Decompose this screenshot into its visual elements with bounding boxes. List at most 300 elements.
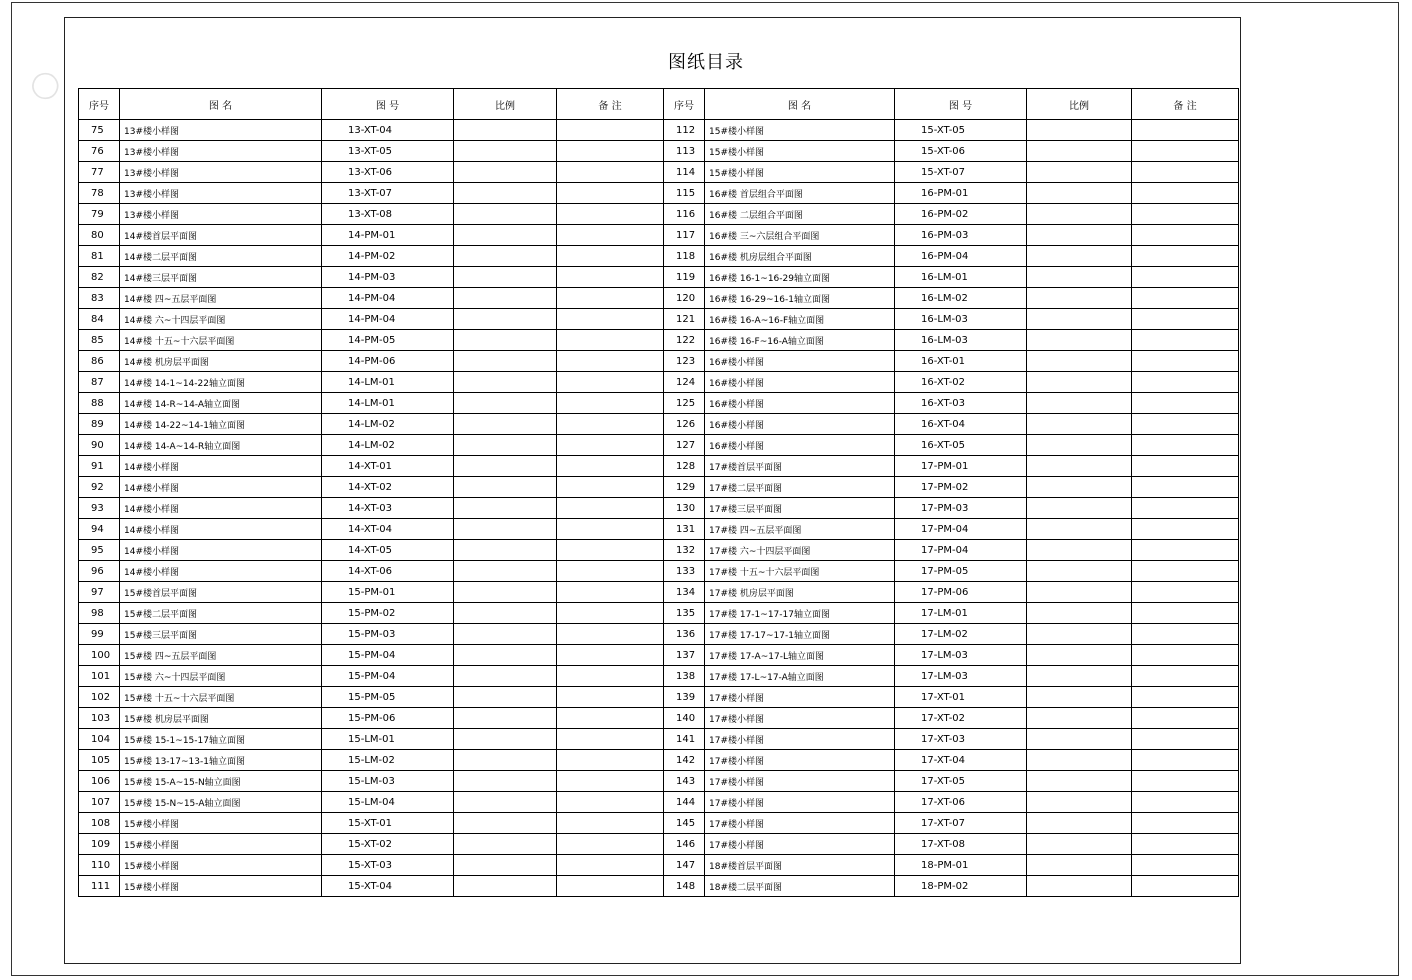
row-drawing-name: 17#楼小样图: [705, 792, 895, 813]
row-seq: 103: [79, 708, 120, 729]
row-note: [1132, 519, 1239, 540]
row-scale: [454, 267, 557, 288]
row-drawing-name: 15#楼三层平面图: [120, 624, 322, 645]
row-note: [1132, 603, 1239, 624]
row-note: [1132, 687, 1239, 708]
row-drawing-name: 15#楼小样图: [705, 162, 895, 183]
row-drawing-name: 15#楼小样图: [120, 855, 322, 876]
header-name: 图 名: [120, 89, 322, 120]
row-scale: [1027, 141, 1132, 162]
row-note: [1132, 162, 1239, 183]
table-row: [79, 603, 1239, 624]
row-note: [1132, 477, 1239, 498]
row-drawing-code: 13-XT-07: [322, 183, 454, 204]
row-scale: [1027, 834, 1132, 855]
row-seq: 86: [79, 351, 120, 372]
row-drawing-name: 13#楼小样图: [120, 141, 322, 162]
row-note: [1132, 309, 1239, 330]
row-drawing-code: 16-LM-02: [895, 288, 1027, 309]
row-scale: [454, 708, 557, 729]
row-drawing-code: 15-PM-03: [322, 624, 454, 645]
row-drawing-name: 14#楼小样图: [120, 519, 322, 540]
row-drawing-name: 17#楼小样图: [705, 750, 895, 771]
row-seq: 131: [664, 519, 705, 540]
table-row: [79, 582, 1239, 603]
table-row: [79, 330, 1239, 351]
row-drawing-name: 17#楼小样图: [705, 708, 895, 729]
table-row: [79, 204, 1239, 225]
row-note: [557, 792, 664, 813]
row-drawing-code: 15-XT-02: [322, 834, 454, 855]
row-seq: 145: [664, 813, 705, 834]
row-drawing-code: 16-XT-01: [895, 351, 1027, 372]
row-drawing-code: 14-PM-04: [322, 309, 454, 330]
row-scale: [454, 582, 557, 603]
row-note: [557, 498, 664, 519]
row-seq: 122: [664, 330, 705, 351]
row-scale: [454, 792, 557, 813]
row-scale: [1027, 876, 1132, 897]
row-drawing-code: 17-LM-01: [895, 603, 1027, 624]
header-note: 备 注: [557, 89, 664, 120]
row-scale: [454, 162, 557, 183]
row-note: [1132, 288, 1239, 309]
row-scale: [1027, 498, 1132, 519]
row-drawing-name: 14#楼首层平面图: [120, 225, 322, 246]
row-seq: 127: [664, 435, 705, 456]
drawing-catalog-table: [78, 88, 1239, 897]
row-seq: 81: [79, 246, 120, 267]
row-note: [1132, 246, 1239, 267]
table-row: [79, 393, 1239, 414]
row-seq: 79: [79, 204, 120, 225]
row-drawing-code: 13-XT-04: [322, 120, 454, 141]
row-seq: 107: [79, 792, 120, 813]
row-scale: [1027, 645, 1132, 666]
row-seq: 137: [664, 645, 705, 666]
row-note: [1132, 876, 1239, 897]
row-drawing-name: 17#楼 机房层平面图: [705, 582, 895, 603]
row-seq: 76: [79, 141, 120, 162]
row-note: [1132, 372, 1239, 393]
row-seq: 134: [664, 582, 705, 603]
row-drawing-code: 18-PM-02: [895, 876, 1027, 897]
row-drawing-name: 17#楼小样图: [705, 687, 895, 708]
row-note: [557, 225, 664, 246]
row-note: [1132, 120, 1239, 141]
row-drawing-name: 14#楼 机房层平面图: [120, 351, 322, 372]
row-note: [1132, 792, 1239, 813]
row-note: [557, 603, 664, 624]
row-drawing-code: 17-LM-03: [895, 645, 1027, 666]
row-drawing-code: 14-LM-02: [322, 414, 454, 435]
row-drawing-name: 14#楼三层平面图: [120, 267, 322, 288]
row-note: [557, 330, 664, 351]
row-note: [1132, 666, 1239, 687]
row-drawing-name: 17#楼 17-1~17-17轴立面图: [705, 603, 895, 624]
row-drawing-name: 14#楼 14-A~14-R轴立面图: [120, 435, 322, 456]
row-note: [1132, 750, 1239, 771]
row-drawing-code: 13-XT-08: [322, 204, 454, 225]
row-seq: 118: [664, 246, 705, 267]
row-scale: [1027, 666, 1132, 687]
table-row: [79, 624, 1239, 645]
row-seq: 135: [664, 603, 705, 624]
table-row: [79, 729, 1239, 750]
row-scale: [1027, 477, 1132, 498]
row-seq: 139: [664, 687, 705, 708]
row-note: [1132, 225, 1239, 246]
row-drawing-code: 16-PM-01: [895, 183, 1027, 204]
row-note: [1132, 351, 1239, 372]
row-drawing-code: 14-XT-06: [322, 561, 454, 582]
row-note: [557, 120, 664, 141]
row-note: [557, 372, 664, 393]
row-drawing-code: 14-PM-05: [322, 330, 454, 351]
row-drawing-code: 18-PM-01: [895, 855, 1027, 876]
row-seq: 88: [79, 393, 120, 414]
row-scale: [1027, 435, 1132, 456]
row-drawing-name: 15#楼二层平面图: [120, 603, 322, 624]
row-drawing-code: 16-XT-05: [895, 435, 1027, 456]
row-drawing-name: 17#楼 17-L~17-A轴立面图: [705, 666, 895, 687]
row-drawing-code: 13-XT-06: [322, 162, 454, 183]
row-drawing-name: 17#楼 四~五层平面图: [705, 519, 895, 540]
row-scale: [454, 183, 557, 204]
row-drawing-code: 15-XT-04: [322, 876, 454, 897]
row-drawing-name: 16#楼小样图: [705, 351, 895, 372]
row-note: [557, 267, 664, 288]
row-seq: 129: [664, 477, 705, 498]
row-drawing-code: 14-PM-01: [322, 225, 454, 246]
row-note: [1132, 561, 1239, 582]
row-note: [557, 183, 664, 204]
row-note: [557, 750, 664, 771]
row-seq: 114: [664, 162, 705, 183]
row-seq: 92: [79, 477, 120, 498]
row-drawing-name: 16#楼小样图: [705, 393, 895, 414]
row-drawing-code: 17-PM-03: [895, 498, 1027, 519]
row-drawing-name: 14#楼 十五~十六层平面图: [120, 330, 322, 351]
row-note: [557, 624, 664, 645]
row-drawing-name: 15#楼 15-N~15-A轴立面图: [120, 792, 322, 813]
row-drawing-code: 17-LM-03: [895, 666, 1027, 687]
row-drawing-code: 14-PM-02: [322, 246, 454, 267]
row-drawing-code: 14-PM-06: [322, 351, 454, 372]
row-drawing-name: 16#楼 16-1~16-29轴立面图: [705, 267, 895, 288]
row-drawing-code: 14-LM-02: [322, 435, 454, 456]
row-drawing-code: 15-PM-04: [322, 645, 454, 666]
row-drawing-name: 18#楼首层平面图: [705, 855, 895, 876]
row-drawing-name: 16#楼 16-29~16-1轴立面图: [705, 288, 895, 309]
row-note: [557, 540, 664, 561]
table-body: [79, 120, 1239, 897]
row-scale: [454, 876, 557, 897]
table-row: [79, 246, 1239, 267]
row-note: [557, 519, 664, 540]
row-drawing-code: 15-PM-04: [322, 666, 454, 687]
row-drawing-code: 17-XT-01: [895, 687, 1027, 708]
row-note: [1132, 267, 1239, 288]
row-seq: 141: [664, 729, 705, 750]
row-drawing-code: 17-PM-06: [895, 582, 1027, 603]
row-drawing-name: 15#楼小样图: [120, 813, 322, 834]
row-seq: 109: [79, 834, 120, 855]
row-scale: [454, 687, 557, 708]
row-drawing-code: 15-LM-01: [322, 729, 454, 750]
row-drawing-code: 15-PM-05: [322, 687, 454, 708]
row-scale: [1027, 582, 1132, 603]
header-scale: 比例: [454, 89, 557, 120]
row-seq: 78: [79, 183, 120, 204]
row-drawing-code: 15-PM-01: [322, 582, 454, 603]
table-row: [79, 666, 1239, 687]
row-drawing-code: 17-XT-05: [895, 771, 1027, 792]
row-scale: [454, 750, 557, 771]
row-seq: 87: [79, 372, 120, 393]
row-drawing-code: 17-XT-03: [895, 729, 1027, 750]
row-seq: 112: [664, 120, 705, 141]
row-note: [557, 729, 664, 750]
row-scale: [1027, 246, 1132, 267]
row-note: [1132, 771, 1239, 792]
row-drawing-name: 15#楼 15-1~15-17轴立面图: [120, 729, 322, 750]
table-row: [79, 456, 1239, 477]
row-drawing-code: 16-LM-01: [895, 267, 1027, 288]
row-seq: 147: [664, 855, 705, 876]
table-row: [79, 708, 1239, 729]
row-scale: [454, 855, 557, 876]
table-row: [79, 561, 1239, 582]
row-scale: [454, 246, 557, 267]
row-scale: [1027, 267, 1132, 288]
row-scale: [1027, 225, 1132, 246]
row-note: [557, 813, 664, 834]
row-drawing-code: 17-PM-04: [895, 540, 1027, 561]
table-row: [79, 498, 1239, 519]
row-drawing-name: 17#楼 17-17~17-1轴立面图: [705, 624, 895, 645]
row-drawing-name: 14#楼小样图: [120, 498, 322, 519]
row-drawing-name: 15#楼小样图: [120, 876, 322, 897]
row-note: [557, 351, 664, 372]
row-drawing-code: 17-LM-02: [895, 624, 1027, 645]
table-row: [79, 351, 1239, 372]
row-drawing-name: 18#楼二层平面图: [705, 876, 895, 897]
table-row: [79, 477, 1239, 498]
row-drawing-code: 17-PM-01: [895, 456, 1027, 477]
table-row: [79, 834, 1239, 855]
row-seq: 142: [664, 750, 705, 771]
row-drawing-code: 15-LM-03: [322, 771, 454, 792]
row-drawing-name: 17#楼 17-A~17-L轴立面图: [705, 645, 895, 666]
table-row: [79, 309, 1239, 330]
header-name: 图 名: [705, 89, 895, 120]
row-seq: 104: [79, 729, 120, 750]
row-drawing-code: 16-XT-03: [895, 393, 1027, 414]
row-seq: 128: [664, 456, 705, 477]
row-drawing-code: 14-LM-01: [322, 372, 454, 393]
row-seq: 96: [79, 561, 120, 582]
row-drawing-name: 16#楼小样图: [705, 435, 895, 456]
row-drawing-name: 16#楼 16-F~16-A轴立面图: [705, 330, 895, 351]
table-row: [79, 855, 1239, 876]
row-seq: 136: [664, 624, 705, 645]
row-scale: [454, 120, 557, 141]
row-seq: 115: [664, 183, 705, 204]
row-seq: 117: [664, 225, 705, 246]
row-note: [1132, 435, 1239, 456]
row-drawing-name: 14#楼 14-1~14-22轴立面图: [120, 372, 322, 393]
row-drawing-name: 14#楼小样图: [120, 477, 322, 498]
row-drawing-code: 17-XT-04: [895, 750, 1027, 771]
row-seq: 111: [79, 876, 120, 897]
row-note: [557, 645, 664, 666]
row-scale: [454, 309, 557, 330]
row-drawing-name: 15#楼 13-17~13-1轴立面图: [120, 750, 322, 771]
row-drawing-name: 17#楼首层平面图: [705, 456, 895, 477]
row-drawing-name: 16#楼小样图: [705, 372, 895, 393]
page-title: 图纸目录: [668, 52, 744, 73]
row-seq: 94: [79, 519, 120, 540]
row-scale: [1027, 792, 1132, 813]
row-note: [557, 393, 664, 414]
row-scale: [454, 435, 557, 456]
row-scale: [454, 456, 557, 477]
row-note: [1132, 204, 1239, 225]
row-seq: 99: [79, 624, 120, 645]
row-drawing-code: 15-XT-05: [895, 120, 1027, 141]
row-drawing-code: 14-PM-03: [322, 267, 454, 288]
table-row: [79, 183, 1239, 204]
row-seq: 113: [664, 141, 705, 162]
row-scale: [454, 141, 557, 162]
row-note: [1132, 141, 1239, 162]
row-scale: [1027, 288, 1132, 309]
row-seq: 89: [79, 414, 120, 435]
row-note: [557, 771, 664, 792]
row-drawing-code: 16-PM-02: [895, 204, 1027, 225]
row-drawing-name: 15#楼首层平面图: [120, 582, 322, 603]
row-note: [557, 162, 664, 183]
row-seq: 91: [79, 456, 120, 477]
row-seq: 75: [79, 120, 120, 141]
row-scale: [454, 603, 557, 624]
row-drawing-code: 16-PM-03: [895, 225, 1027, 246]
table-row: [79, 771, 1239, 792]
row-seq: 120: [664, 288, 705, 309]
row-scale: [1027, 393, 1132, 414]
table-row: [79, 414, 1239, 435]
row-drawing-code: 14-XT-03: [322, 498, 454, 519]
row-scale: [1027, 813, 1132, 834]
row-seq: 84: [79, 309, 120, 330]
row-note: [1132, 813, 1239, 834]
row-note: [1132, 729, 1239, 750]
row-drawing-name: 17#楼二层平面图: [705, 477, 895, 498]
row-seq: 146: [664, 834, 705, 855]
table-row: [79, 645, 1239, 666]
row-note: [1132, 834, 1239, 855]
row-drawing-code: 15-PM-02: [322, 603, 454, 624]
row-drawing-code: 15-PM-06: [322, 708, 454, 729]
row-seq: 82: [79, 267, 120, 288]
row-drawing-name: 15#楼小样图: [120, 834, 322, 855]
row-drawing-name: 14#楼二层平面图: [120, 246, 322, 267]
row-note: [557, 687, 664, 708]
header-code: 图 号: [322, 89, 454, 120]
row-note: [557, 204, 664, 225]
row-note: [1132, 645, 1239, 666]
row-drawing-code: 15-LM-04: [322, 792, 454, 813]
row-scale: [1027, 519, 1132, 540]
row-scale: [454, 519, 557, 540]
row-drawing-name: 15#楼 15-A~15-N轴立面图: [120, 771, 322, 792]
row-scale: [454, 834, 557, 855]
row-drawing-name: 14#楼 六~十四层平面图: [120, 309, 322, 330]
row-seq: 123: [664, 351, 705, 372]
row-drawing-name: 15#楼小样图: [705, 120, 895, 141]
row-drawing-code: 15-LM-02: [322, 750, 454, 771]
row-seq: 102: [79, 687, 120, 708]
row-seq: 116: [664, 204, 705, 225]
row-drawing-name: 14#楼 14-22~14-1轴立面图: [120, 414, 322, 435]
header-scale: 比例: [1027, 89, 1132, 120]
row-seq: 85: [79, 330, 120, 351]
row-scale: [1027, 729, 1132, 750]
row-drawing-code: 15-XT-01: [322, 813, 454, 834]
row-drawing-code: 14-LM-01: [322, 393, 454, 414]
row-seq: 140: [664, 708, 705, 729]
row-scale: [1027, 540, 1132, 561]
row-scale: [1027, 162, 1132, 183]
row-drawing-name: 13#楼小样图: [120, 183, 322, 204]
header-code: 图 号: [895, 89, 1027, 120]
row-scale: [1027, 708, 1132, 729]
row-drawing-code: 17-PM-02: [895, 477, 1027, 498]
header-seq: 序号: [79, 89, 120, 120]
row-seq: 126: [664, 414, 705, 435]
row-note: [557, 309, 664, 330]
row-scale: [1027, 750, 1132, 771]
row-seq: 98: [79, 603, 120, 624]
table-row: [79, 141, 1239, 162]
row-note: [557, 666, 664, 687]
row-drawing-code: 16-LM-03: [895, 330, 1027, 351]
row-note: [1132, 855, 1239, 876]
row-drawing-name: 13#楼小样图: [120, 120, 322, 141]
row-scale: [454, 225, 557, 246]
row-note: [557, 456, 664, 477]
row-seq: 80: [79, 225, 120, 246]
row-drawing-name: 15#楼 四~五层平面图: [120, 645, 322, 666]
row-scale: [454, 729, 557, 750]
row-note: [557, 477, 664, 498]
row-drawing-code: 16-XT-04: [895, 414, 1027, 435]
row-drawing-code: 17-PM-05: [895, 561, 1027, 582]
row-scale: [454, 414, 557, 435]
row-drawing-name: 16#楼 16-A~16-F轴立面图: [705, 309, 895, 330]
row-seq: 93: [79, 498, 120, 519]
row-drawing-code: 15-XT-07: [895, 162, 1027, 183]
row-scale: [1027, 309, 1132, 330]
row-drawing-code: 14-PM-04: [322, 288, 454, 309]
row-seq: 90: [79, 435, 120, 456]
row-seq: 77: [79, 162, 120, 183]
row-drawing-name: 14#楼 14-R~14-A轴立面图: [120, 393, 322, 414]
row-drawing-code: 14-XT-01: [322, 456, 454, 477]
row-drawing-name: 17#楼小样图: [705, 813, 895, 834]
row-scale: [1027, 372, 1132, 393]
